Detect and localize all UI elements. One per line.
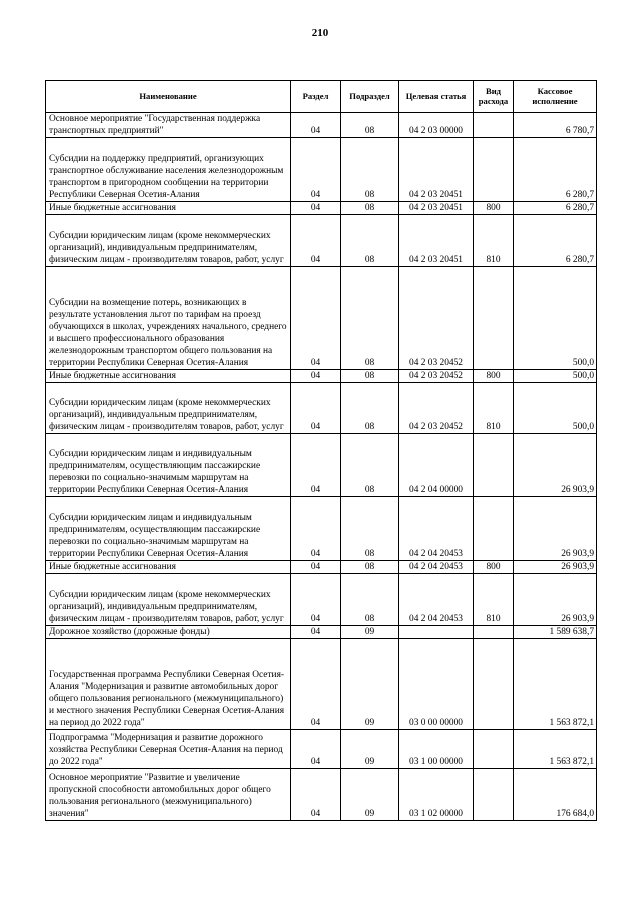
- row-podrazdel: 08: [341, 574, 399, 626]
- row-amount: 176 684,0: [514, 769, 597, 821]
- row-vid: 800: [474, 561, 514, 574]
- row-amount: 26 903,9: [514, 497, 597, 561]
- row-razdel: 04: [291, 497, 341, 561]
- row-name: Субсидии юридическим лицам и индивидуальным предпринимателям, осуществляющим пассажирские перевозки по социально-значимым маршрутам на территории Республики Северная Осетия-Алания: [46, 434, 291, 497]
- row-amount: 500,0: [514, 370, 597, 383]
- row-razdel: 04: [291, 626, 341, 639]
- table-row: [46, 383, 597, 434]
- row-tselevaya: 03 1 00 00000: [399, 730, 474, 769]
- header-name: Наименование: [46, 81, 291, 113]
- row-vid: [474, 639, 514, 730]
- row-vid: 800: [474, 202, 514, 215]
- row-tselevaya: 03 1 02 00000: [399, 769, 474, 821]
- table-row: [46, 434, 597, 497]
- row-name: Иные бюджетные ассигнования: [46, 561, 291, 574]
- row-vid: [474, 626, 514, 639]
- row-razdel: 04: [291, 574, 341, 626]
- row-name: Субсидии юридическим лицам (кроме некоммерческих организаций), индивидуальным предпринимателям, физическим лицам - производителям товаров, работ, услуг: [46, 574, 291, 626]
- row-tselevaya: 04 2 03 20451: [399, 215, 474, 267]
- row-tselevaya: [399, 626, 474, 639]
- table-row: [46, 561, 597, 574]
- row-amount: 1 563 872,1: [514, 639, 597, 730]
- row-razdel: 04: [291, 639, 341, 730]
- header-kassovoe: Кассовое исполнение: [514, 81, 597, 113]
- row-podrazdel: 08: [341, 383, 399, 434]
- table-header-row: [46, 81, 597, 113]
- row-name: Дорожное хозяйство (дорожные фонды): [46, 626, 291, 639]
- table-row: [46, 138, 597, 202]
- row-podrazdel: 08: [341, 113, 399, 138]
- row-vid: 810: [474, 383, 514, 434]
- row-tselevaya: 04 2 04 20453: [399, 561, 474, 574]
- row-vid: 810: [474, 215, 514, 267]
- row-razdel: 04: [291, 267, 341, 370]
- row-vid: 810: [474, 574, 514, 626]
- row-podrazdel: 09: [341, 730, 399, 769]
- row-razdel: 04: [291, 113, 341, 138]
- table-row: [46, 769, 597, 821]
- row-podrazdel: 08: [341, 215, 399, 267]
- row-razdel: 04: [291, 769, 341, 821]
- table-row: [46, 370, 597, 383]
- row-podrazdel: 09: [341, 626, 399, 639]
- row-name: Государственная программа Республики Северная Осетия-Алания "Модернизация и развитие автомобильных дорог общего пользования регионального (межмуниципального) и местного значения Республики Северная Осетия-Алания на период до 2022 года": [46, 639, 291, 730]
- row-tselevaya: 04 2 03 20452: [399, 370, 474, 383]
- row-razdel: 04: [291, 383, 341, 434]
- table-row: [46, 626, 597, 639]
- row-vid: [474, 113, 514, 138]
- row-podrazdel: 08: [341, 202, 399, 215]
- table-row: [46, 730, 597, 769]
- row-name: Субсидии юридическим лицам и индивидуальным предпринимателям, осуществляющим пассажирские перевозки по социально-значимым маршрутам на территории Республики Северная Осетия-Алания: [46, 497, 291, 561]
- row-amount: 26 903,9: [514, 561, 597, 574]
- table-row: [46, 497, 597, 561]
- row-amount: 6 280,7: [514, 202, 597, 215]
- row-amount: 6 280,7: [514, 138, 597, 202]
- row-razdel: 04: [291, 215, 341, 267]
- row-amount: 26 903,9: [514, 434, 597, 497]
- row-tselevaya: 04 2 03 20451: [399, 202, 474, 215]
- header-razdel: Раздел: [291, 81, 341, 113]
- row-amount: 6 780,7: [514, 113, 597, 138]
- row-tselevaya: 04 2 03 20452: [399, 267, 474, 370]
- row-podrazdel: 08: [341, 138, 399, 202]
- budget-table: [45, 80, 597, 821]
- row-tselevaya: 04 2 04 20453: [399, 574, 474, 626]
- row-podrazdel: 08: [341, 267, 399, 370]
- row-tselevaya: 03 0 00 00000: [399, 639, 474, 730]
- row-name: Основное мероприятие "Развитие и увеличение пропускной способности автомобильных дорог общего пользования регионального (межмуниципального) значения": [46, 769, 291, 821]
- table-row: [46, 267, 597, 370]
- row-podrazdel: 08: [341, 370, 399, 383]
- row-tselevaya: 04 2 03 00000: [399, 113, 474, 138]
- row-podrazdel: 09: [341, 769, 399, 821]
- row-podrazdel: 08: [341, 561, 399, 574]
- row-razdel: 04: [291, 434, 341, 497]
- row-name: Субсидии юридическим лицам (кроме некоммерческих организаций), индивидуальным предпринимателям, физическим лицам - производителям товаров, работ, услуг: [46, 383, 291, 434]
- row-name: Иные бюджетные ассигнования: [46, 202, 291, 215]
- row-podrazdel: 08: [341, 497, 399, 561]
- row-amount: 500,0: [514, 383, 597, 434]
- header-tselevaya: Целевая статья: [399, 81, 474, 113]
- table-row: [46, 202, 597, 215]
- row-name: Основное мероприятие "Государственная поддержка транспортных предприятий": [46, 113, 291, 138]
- row-podrazdel: 09: [341, 639, 399, 730]
- row-vid: [474, 434, 514, 497]
- row-vid: [474, 497, 514, 561]
- row-razdel: 04: [291, 138, 341, 202]
- row-vid: [474, 730, 514, 769]
- row-vid: [474, 769, 514, 821]
- row-podrazdel: 08: [341, 434, 399, 497]
- header-podrazdel: Подраздел: [341, 81, 399, 113]
- row-razdel: 04: [291, 730, 341, 769]
- table-row: [46, 113, 597, 138]
- row-name: Иные бюджетные ассигнования: [46, 370, 291, 383]
- row-vid: 800: [474, 370, 514, 383]
- row-razdel: 04: [291, 370, 341, 383]
- table-row: [46, 639, 597, 730]
- row-razdel: 04: [291, 561, 341, 574]
- row-tselevaya: 04 2 04 00000: [399, 434, 474, 497]
- row-amount: 26 903,9: [514, 574, 597, 626]
- header-vid: Вид расхода: [474, 81, 514, 113]
- row-vid: [474, 138, 514, 202]
- row-name: Подпрограмма "Модернизация и развитие дорожного хозяйства Республики Северная Осетия-Алания на период до 2022 года": [46, 730, 291, 769]
- table-row: [46, 574, 597, 626]
- row-name: Субсидии на поддержку предприятий, организующих транспортное обслуживание населения железнодорожным транспортом в пригородном сообщении на территории Республики Северная Осетия-Алания: [46, 138, 291, 202]
- row-name: Субсидии юридическим лицам (кроме некоммерческих организаций), индивидуальным предпринимателям, физическим лицам - производителям товаров, работ, услуг: [46, 215, 291, 267]
- row-vid: [474, 267, 514, 370]
- row-tselevaya: 04 2 04 20453: [399, 497, 474, 561]
- row-amount: 1 589 638,7: [514, 626, 597, 639]
- row-amount: 6 280,7: [514, 215, 597, 267]
- row-amount: 500,0: [514, 267, 597, 370]
- row-razdel: 04: [291, 202, 341, 215]
- page-number: 210: [311, 27, 329, 39]
- row-tselevaya: 04 2 03 20452: [399, 383, 474, 434]
- table-row: [46, 215, 597, 267]
- row-name: Субсидии на возмещение потерь, возникающих в результате установления льгот по тарифам на проезд обучающихся в школах, учреждениях начального, среднего и высшего профессионального образования железнодорожным транспортом общего пользования на территории Республики Северная Осетия-Алания: [46, 267, 291, 370]
- row-tselevaya: 04 2 03 20451: [399, 138, 474, 202]
- row-amount: 1 563 872,1: [514, 730, 597, 769]
